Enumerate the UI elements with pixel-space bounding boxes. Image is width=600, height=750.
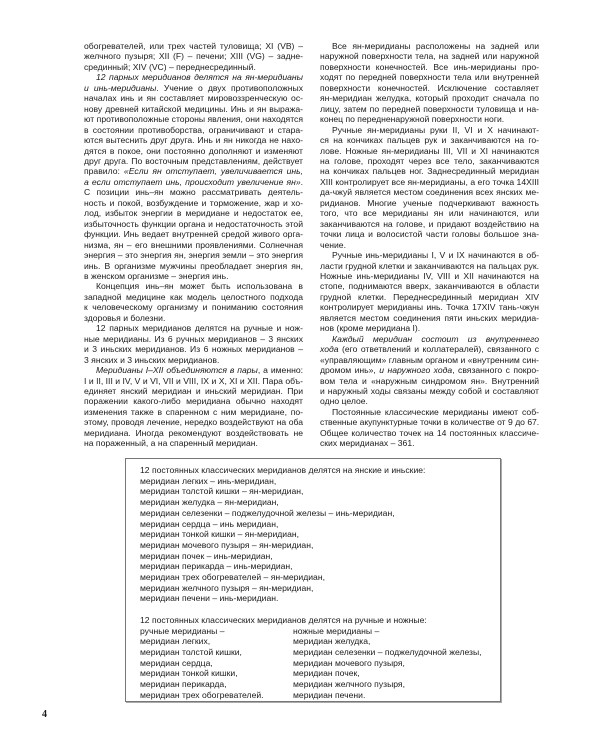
paragraph [84,323,303,365]
list-item: меридиан мочевого пузыря, [293,657,405,668]
text-segment: ских меридианах – 361. [320,438,415,449]
text-segment: вом тела и «наружным синдромом ян». Внутренний [320,375,539,386]
text-segment: ходят по передней поверхности тела или внутренней [320,72,539,83]
list-item: меридиан сердца – инь меридиан, [140,518,279,529]
text-line [320,386,539,396]
text-segment: 12 парных меридианов делятся на ручные и нож- [96,323,303,334]
text-segment: (его ответвлений и коллатералей), связанного с [338,344,539,355]
text-line [84,135,303,145]
text-segment: ются вытеснить друг друга. Инь и ян никогда не нахо- [84,135,303,146]
text-line [84,292,303,302]
left-column [84,41,303,449]
text-segment: здоровья и болезни. [84,312,166,323]
text-segment: ласти грудной клетки и заканчиваются на пальцах рук. [320,260,539,271]
list-item: меридиан почек – инь-меридиан, [140,550,273,561]
text-line [84,438,303,448]
text-line [320,365,539,375]
text-line [84,271,303,281]
text-line [84,72,303,82]
text-line [320,250,539,260]
text-line [84,177,303,187]
text-segment: точки лица и волосистой части головы большое зна- [320,229,539,240]
list-item: меридиан мочевого пузыря – ян-меридиан, [140,539,314,550]
list-item: меридиан печени. [293,689,366,700]
text-segment: 3 янских и 3 иньских меридианов. [84,354,220,365]
text-line [84,323,303,333]
list-item: меридиан селезенки – поджелудочной железы, [293,646,482,657]
text-line [320,208,539,218]
text-line [84,250,303,260]
text-segment: лицу, затем по передней поверхности туловища и на- [320,103,539,114]
text-segment: инь. В организме мужчины преобладает энергия ян, [84,260,303,271]
text-line [320,83,539,93]
text-segment: дромом инь», [320,365,380,376]
list-item: меридиан трех обогревателей – ян-меридиан, [140,572,325,583]
text-segment: Ножные инь-меридианы IV, VIII и XII начинаются на [320,270,539,281]
list-item: меридиан толстой кишки, [140,646,242,657]
italic-text: и инь-меридианы [84,82,157,93]
text-segment: конец по передненаружной поверхности ноги. [320,114,505,125]
hand-meridians-list [140,626,293,701]
text-line [320,302,539,312]
text-line [84,156,303,166]
text-line [84,407,303,417]
text-line [84,428,303,438]
text-line [320,187,539,197]
paragraph [320,334,539,407]
text-segment: обогревателей, или трех частей туловища; XI (VB) – [84,41,303,51]
text-segment: ян-меридиан желудка, который проходит сначала по [320,93,539,104]
text-line [84,51,303,61]
text-line [84,104,303,114]
italic-text: 12 парных меридианов делятся на ян-меридианы [96,72,303,83]
text-segment: началах инь и ян составляет мировоззренческую ос- [84,93,303,104]
text-line [320,51,539,61]
list-item: меридиан перикарда – инь-меридиан, [140,561,293,572]
text-line [320,396,539,406]
text-segment: западной медицине как модель целостного подхода [84,291,303,302]
paragraph [320,250,539,334]
text-segment: стопе, поднимаются вверх, заканчиваются в области [320,281,539,292]
text-segment: I и II, III и IV, V и VI, VII и VIII, IX и X, XI и XII. Пара объ- [84,375,303,386]
text-segment: ственные акупунктурные точки в количестве от 9 до 67. [320,417,539,428]
text-segment: . [300,176,303,187]
text-line [84,334,303,344]
list-item: меридиан желудка – ян-меридиан, [140,497,279,508]
text-segment: ют противоположные стороны явления, они находятся [84,114,303,125]
text-line [84,281,303,291]
text-segment: на голове, проходят через все тело, заканчиваются [320,155,539,166]
text-line [320,135,539,145]
italic-text: и наружного хода [379,365,453,376]
paragraph [320,125,539,250]
text-line [84,396,303,406]
text-line [320,292,539,302]
text-line [320,177,539,187]
text-line [320,355,539,365]
hand-meridians-title: ручные меридианы – [140,625,225,636]
text-segment: является местом соединения пяти иньских меридиа- [320,312,539,323]
text-line [320,281,539,291]
text-line [84,240,303,250]
italic-text: Каждый меридиан состоит из внутреннего [332,333,539,344]
text-line [320,240,539,250]
text-line [320,219,539,229]
text-segment: ные меридианы. Из 6 ручных меридианов – 3 янских [84,333,303,344]
text-line [84,166,303,176]
text-segment: , а именно: [257,365,304,376]
text-line [84,365,303,375]
text-segment: и 3 иньских меридианов. Из 6 ножных меридианов – [84,344,303,355]
text-segment: Концепция инь–ян может быть использована в [96,281,303,292]
text-segment: ридианов. Многие ученые подчеркивают важность [320,197,539,208]
text-segment: правило: [84,166,124,177]
text-segment: единяет янский меридиан и иньский меридиан. При [84,385,303,396]
text-segment: Постоянные классические меридианы имеют соб- [332,406,539,417]
text-segment: , связанного с покро- [452,365,539,376]
text-segment: в состоянии противоборства, ограничивают и стара- [84,124,303,135]
text-line [320,156,539,166]
list-item: меридиан толстой кишки – ян-меридиан, [140,486,304,497]
text-segment: поражении какого-либо меридиана обычно находят [84,396,303,407]
text-line [84,261,303,271]
text-line [84,125,303,135]
text-line [320,313,539,323]
text-segment: избыточность функции органа и недостаточность этой [84,218,303,229]
text-segment: нов (кроме меридиана I). [320,323,421,334]
meridian-summary-box [125,458,501,702]
text-line [320,229,539,239]
text-segment: да-чжуй является местом соединения всех янских ме- [320,187,539,198]
text-line [320,72,539,82]
list-item: меридиан трех обогревателей. [140,689,264,700]
text-line [320,125,539,135]
text-line [84,146,303,156]
text-line [320,166,539,176]
text-line [320,438,539,448]
text-line [320,417,539,427]
text-segment: грудной клетки. Переднесрединный меридиан XIV [320,291,539,302]
text-segment: низма, ян – его внешними проявлениями. Солнечная [84,239,303,250]
hand-foot-heading: 12 постоянных классических меридианов делятся на ручные и ножные: [140,614,427,625]
text-line [320,407,539,417]
text-line [320,198,539,208]
text-line [84,344,303,354]
text-segment: того, что все меридианы ян или начинаются, или [320,208,539,219]
text-line [320,62,539,72]
text-line [84,302,303,312]
yin-yang-heading: 12 постоянных классических меридианов делятся на янские и иньские: [140,465,426,475]
text-segment: изменения также в спаренном с ним меридиане, по- [84,406,303,417]
text-line [84,83,303,93]
list-item: меридиан печени – инь-меридиан. [140,593,279,604]
text-line [320,344,539,354]
foot-meridians-list [293,626,482,701]
list-item: меридиан почек, [293,668,360,679]
list-item: меридиан тонкой кишки – ян-меридиан, [140,529,300,540]
foot-meridians-title: ножные меридианы – [293,625,380,636]
italic-text: а если отступает инь, происходит увеличение ян» [84,176,301,187]
list-item: меридиан желчного пузыря – ян-меридиан, [140,582,314,593]
text-segment: . Учение о двух противоположных [156,82,303,93]
text-segment: функции. Инь ведает внутренней средой живого орга- [84,229,303,240]
text-line [84,198,303,208]
text-line [84,219,303,229]
text-line [320,376,539,386]
text-line [84,187,303,197]
italic-text: «Если ян отступает, увеличивается инь, [123,166,303,177]
text-line [320,41,539,51]
text-segment: лове. Ножные ян-меридианы III, VII и XI начинаются [320,145,539,156]
text-segment: поверхности конечностей. Все инь-меридианы про- [320,61,539,72]
text-segment: дятся в покое, они постоянно дополняют и изменяют [84,145,303,156]
text-line [320,271,539,281]
text-segment: меридиана. Иногда рекомендуют воздействовать не [84,427,303,438]
text-line [320,93,539,103]
text-segment: Ручные инь-меридианы I, V и IX начинаются в об- [332,250,539,261]
text-segment: Все ян-меридианы расположены на задней или [332,41,539,51]
text-segment: наружной поверхности тела, на задней или наружной [320,51,539,62]
text-line [84,229,303,239]
paragraph [84,72,303,281]
text-segment: чение. [320,239,346,250]
text-line [320,323,539,333]
paragraph [320,41,539,125]
text-line [84,41,303,51]
paragraph [84,41,303,72]
text-segment: заканчиваются на голове, и придают воздействию на [320,218,539,229]
text-segment: этому, проводя лечение, нередко воздействуют на оба [84,417,303,428]
text-line [84,376,303,386]
text-segment: на кончиках пальцев ног. Заднесрединный меридиан [320,166,539,177]
page-number: 4 [42,709,47,720]
text-line [320,146,539,156]
text-line [84,62,303,72]
list-item: меридиан селезенки – поджелудочной железы – инь-меридиан, [140,507,395,518]
text-segment: нову древней китайской медицины. Инь и ян выража- [84,103,303,114]
list-item: меридиан тонкой кишки, [140,668,238,679]
text-segment: Ручные ян-меридианы руки II, VI и X начинают- [332,124,539,135]
list-item: меридиан сердца, [140,657,213,668]
text-line [84,355,303,365]
text-segment: на пораженный, а на спаренный меридиан. [84,438,258,449]
text-line [84,93,303,103]
text-segment: и наружный ходы связаны между собой и составляют [320,385,539,396]
italic-text: Меридианы I–XII объединяются в пары [96,365,258,376]
text-line [320,428,539,438]
list-item: меридиан легких – инь-меридиан, [140,475,277,486]
paragraph [84,365,303,449]
list-item: меридиан легких, [140,636,211,647]
text-segment: желчного пузыря; XII (F) – печени; XIII (VG) – задне- [84,51,303,62]
yin-yang-list [140,476,482,604]
text-segment: контролирует меридианы инь. Точка 17XIV тань-чжун [320,302,539,313]
text-segment: ся на кончиках пальцев рук и заканчиваются на го- [320,135,539,146]
text-line [320,104,539,114]
text-segment: срединный; XIV (VC) – переднесрединный. [84,61,256,72]
text-line [84,417,303,427]
text-segment: «управляющим» главным органом и «внутренним син- [320,354,539,365]
text-line [320,114,539,124]
text-line [320,261,539,271]
list-item: меридиан перикарда, [140,679,227,690]
text-segment: одно целое. [320,396,368,407]
right-column [320,41,539,449]
text-line [84,386,303,396]
italic-text: хода [320,344,339,355]
text-line [320,334,539,344]
text-segment: в женском организме – энергия инь. [84,270,229,281]
text-line [84,313,303,323]
list-item: меридиан желудка, [293,636,371,647]
text-segment: С позиции инь–ян можно рассматривать деятель- [84,187,303,198]
text-segment: лод, избыток энергии в меридиане и недостаток ее, [84,208,303,219]
text-segment: к человеческому организму и пониманию состояния [84,302,303,313]
text-segment: энергия – это энергия ян, энергия земли – это энергия [84,250,303,261]
text-line [84,114,303,124]
text-segment: поверхности конечностей. Исключение составляет [320,82,539,93]
text-line [84,208,303,218]
text-segment: друг друга. По восточным представлениям, действует [84,155,303,166]
text-segment: ность и покой, возбуждение и торможение, жар и хо- [84,197,303,208]
text-segment: XIII контролирует все ян-меридианы, а его точка 14XIII [320,176,539,187]
paragraph [84,281,303,323]
text-segment: Общее количество точек на 14 постоянных классиче- [320,427,539,438]
list-item: меридиан желчного пузыря, [293,679,405,690]
paragraph [320,407,539,449]
